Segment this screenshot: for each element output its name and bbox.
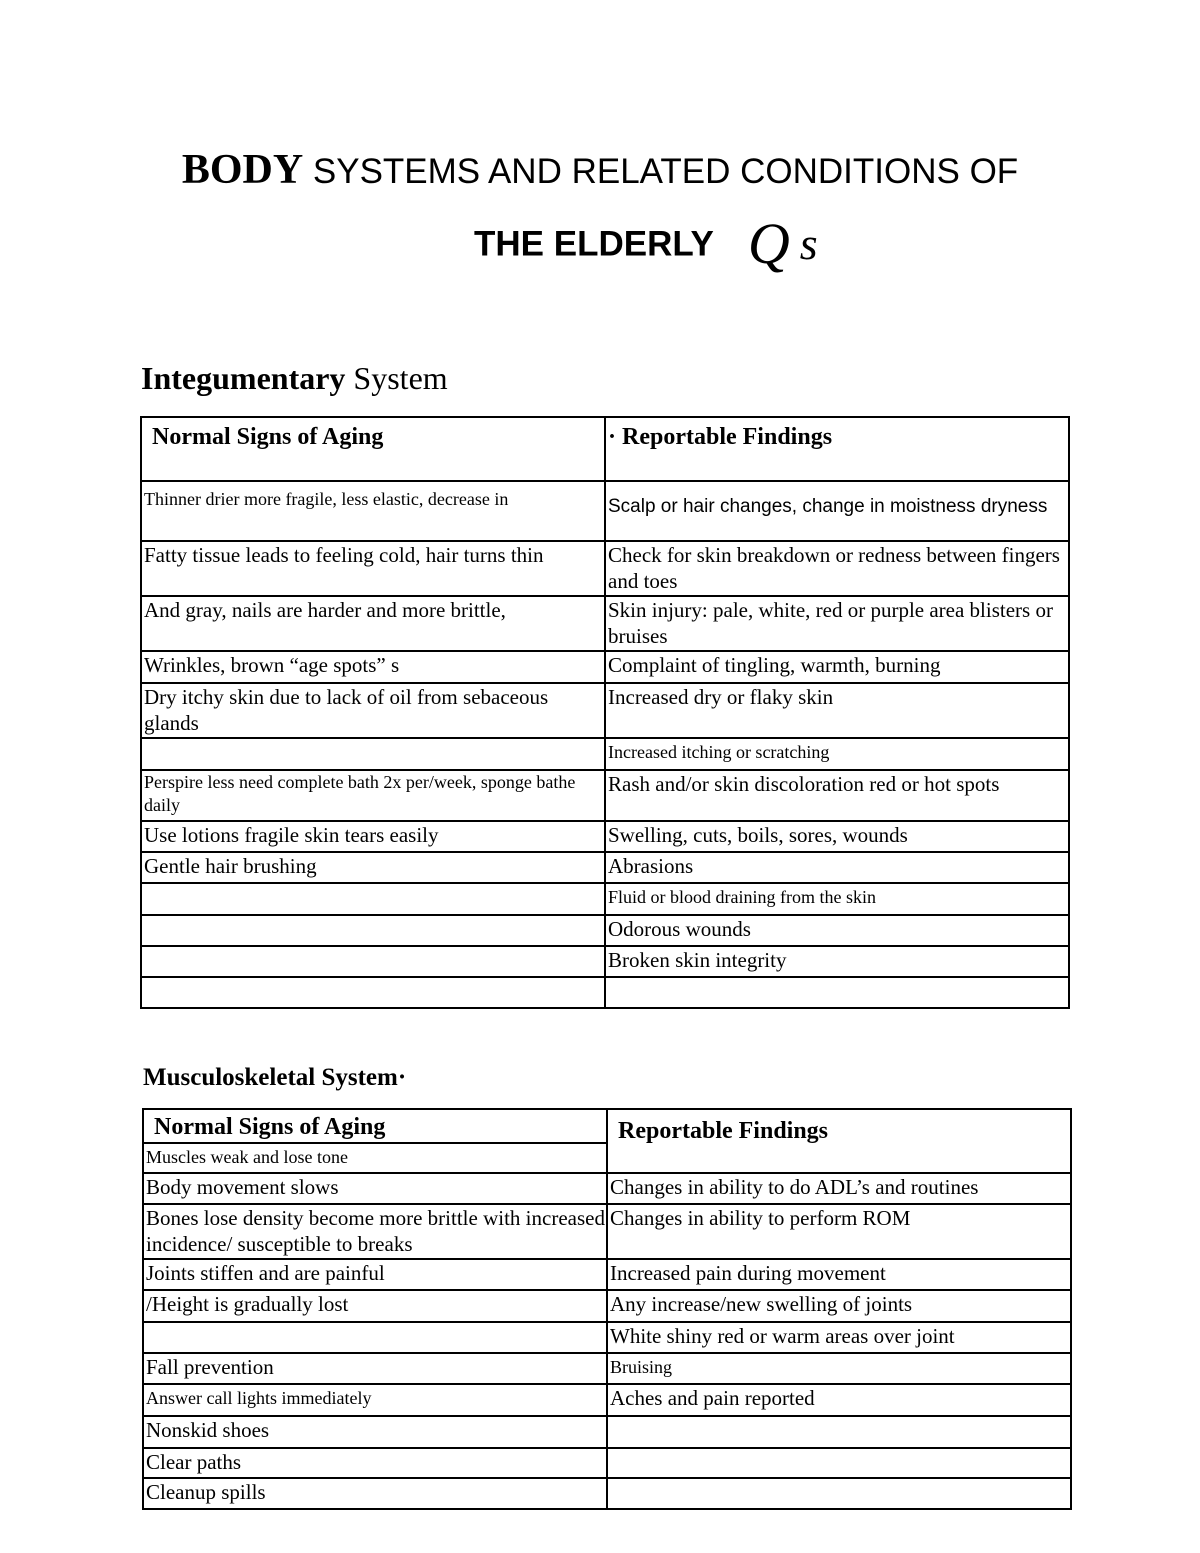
- integumentary-heading-rest: System: [345, 360, 448, 396]
- table-cell: Increased pain during movement: [607, 1259, 1071, 1290]
- table-cell: Broken skin integrity: [605, 946, 1069, 977]
- table-cell: Increased dry or flaky skin: [605, 683, 1069, 738]
- table-cell: Changes in ability to perform ROM: [607, 1204, 1071, 1259]
- table-cell: Thinner drier more fragile, less elastic, decrease in: [141, 481, 605, 541]
- table-cell: Odorous wounds: [605, 915, 1069, 946]
- table-cell: Abrasions: [605, 852, 1069, 883]
- title-decorative-s: s: [799, 218, 818, 270]
- musculoskeletal-col-normal-cell: [143, 1109, 607, 1173]
- table-cell: Clear paths: [143, 1448, 607, 1478]
- table-cell: Complaint of tingling, warmth, burning: [605, 651, 1069, 683]
- table-cell: Changes in ability to do ADL’s and routines: [607, 1173, 1071, 1204]
- table-cell: [607, 1448, 1071, 1478]
- title-decorative-q: Q: [747, 211, 790, 277]
- musculoskeletal-table: [142, 1108, 1072, 1510]
- musculoskeletal-col-normal-header: Normal Signs of Aging: [144, 1110, 606, 1144]
- table-cell: Use lotions fragile skin tears easily: [141, 821, 605, 852]
- musculoskeletal-heading: Musculoskeletal System·: [143, 1064, 407, 1091]
- table-cell: Any increase/new swelling of joints: [607, 1290, 1071, 1322]
- table-cell: Fall prevention: [143, 1353, 607, 1384]
- document-title-line-1: [0, 148, 1200, 201]
- table-cell: Fatty tissue leads to feeling cold, hair turns thin: [141, 541, 605, 596]
- table-cell: Perspire less need complete bath 2x per/week, sponge bathe daily: [141, 770, 605, 821]
- title-elderly: THE ELDERLY: [474, 224, 714, 264]
- table-cell: Skin injury: pale, white, red or purple area blisters or bruises: [605, 596, 1069, 651]
- table-cell: Aches and pain reported: [607, 1384, 1071, 1416]
- table-cell: [141, 915, 605, 946]
- document-title-line-2: [474, 211, 818, 277]
- title-rest: SYSTEMS AND RELATED CONDITIONS OF: [303, 152, 1019, 191]
- table-cell: Wrinkles, brown “age spots” s: [141, 651, 605, 683]
- table-cell: And gray, nails are harder and more brittle,: [141, 596, 605, 651]
- table-cell: /Height is gradually lost: [143, 1290, 607, 1322]
- table-cell: [141, 946, 605, 977]
- table-cell: Rash and/or skin discoloration red or hot spots: [605, 770, 1069, 821]
- title-body-word: BODY: [181, 147, 304, 193]
- table-cell: [607, 1416, 1071, 1448]
- table-cell: Cleanup spills: [143, 1478, 607, 1509]
- integumentary-col-reportable-header: · Reportable Findings: [605, 417, 1069, 481]
- table-cell: [141, 977, 605, 1008]
- table-cell: Nonskid shoes: [143, 1416, 607, 1448]
- table-cell: Answer call lights immediately: [143, 1384, 607, 1416]
- table-cell: Check for skin breakdown or redness between fingers and toes: [605, 541, 1069, 596]
- table-cell: [141, 738, 605, 770]
- table-cell: Bruising: [607, 1353, 1071, 1384]
- table-cell: Dry itchy skin due to lack of oil from sebaceous glands: [141, 683, 605, 738]
- table-cell: Body movement slows: [143, 1173, 607, 1204]
- integumentary-table: [140, 416, 1070, 1009]
- integumentary-col-normal-header: Normal Signs of Aging: [141, 417, 605, 481]
- table-cell: Joints stiffen and are painful: [143, 1259, 607, 1290]
- table-cell: White shiny red or warm areas over joint: [607, 1322, 1071, 1353]
- table-cell: Swelling, cuts, boils, sores, wounds: [605, 821, 1069, 852]
- integumentary-heading-bold: Integumentary: [141, 360, 346, 396]
- table-cell: [143, 1322, 607, 1353]
- table-cell: [605, 977, 1069, 1008]
- musculoskeletal-col-reportable-header: Reportable Findings: [607, 1109, 1071, 1173]
- table-cell: Gentle hair brushing: [141, 852, 605, 883]
- table-cell: Fluid or blood draining from the skin: [605, 883, 1069, 915]
- table-cell: Muscles weak and lose tone: [146, 1147, 348, 1167]
- integumentary-heading: [141, 360, 448, 397]
- table-cell: [607, 1478, 1071, 1509]
- table-cell: [141, 883, 605, 915]
- table-cell: Increased itching or scratching: [605, 738, 1069, 770]
- table-cell: Scalp or hair changes, change in moistness dryness: [605, 481, 1069, 541]
- table-cell: Bones lose density become more brittle with increased incidence/ susceptible to breaks: [143, 1204, 607, 1259]
